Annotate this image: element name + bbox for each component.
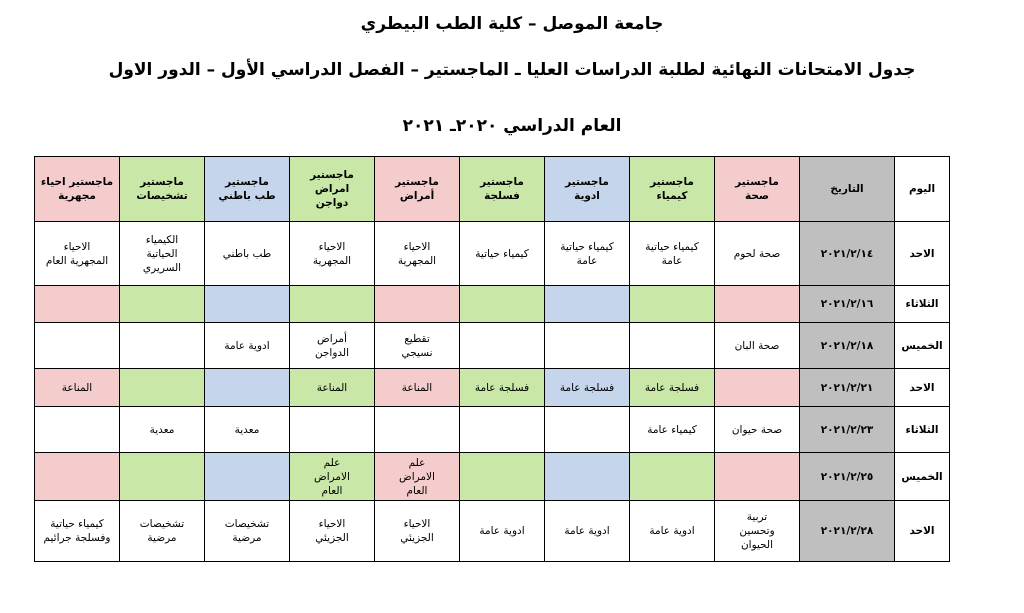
exam-cell <box>205 286 290 323</box>
exam-cell <box>205 453 290 501</box>
exam-cell <box>630 323 715 369</box>
date-cell: ٢٠٢١/٢/١٤ <box>800 222 895 286</box>
column-header-day: اليوم <box>895 157 950 222</box>
exam-cell <box>545 323 630 369</box>
day-cell: الثلاثاء <box>895 407 950 453</box>
exam-cell <box>290 286 375 323</box>
exam-cell: المناعة <box>375 369 460 407</box>
exam-cell <box>375 407 460 453</box>
table-row <box>35 222 950 286</box>
exam-cell: صحة لحوم <box>715 222 800 286</box>
exam-cell: تربية وتحسين الحيوان <box>715 501 800 562</box>
column-header-diagnostics: ماجستير تشخيصات <box>120 157 205 222</box>
exam-cell <box>545 286 630 323</box>
exam-cell <box>460 453 545 501</box>
header-row <box>35 157 950 222</box>
exam-cell: المناعة <box>290 369 375 407</box>
column-header-internal-medicine: ماجستير طب باطني <box>205 157 290 222</box>
exam-cell: صحة حيوان <box>715 407 800 453</box>
exam-cell: فسلجة عامة <box>545 369 630 407</box>
column-header-pharmacology: ماجستير ادوية <box>545 157 630 222</box>
exam-schedule-table <box>34 156 950 562</box>
exam-cell <box>460 286 545 323</box>
exam-cell <box>715 453 800 501</box>
exam-cell: الاحياء الجزيئي <box>290 501 375 562</box>
day-cell: الخميس <box>895 323 950 369</box>
column-header-physiology: ماجستير فسلجة <box>460 157 545 222</box>
exam-cell <box>715 369 800 407</box>
exam-cell: الكيمياء الحياتية السريري <box>120 222 205 286</box>
exam-cell: ادوية عامة <box>205 323 290 369</box>
column-header-pathology: ماجستير أمراض <box>375 157 460 222</box>
exam-cell: ادوية عامة <box>545 501 630 562</box>
exam-cell: كيمياء حياتية عامة <box>545 222 630 286</box>
date-cell: ٢٠٢١/٢/٢٨ <box>800 501 895 562</box>
date-cell: ٢٠٢١/٢/٢٥ <box>800 453 895 501</box>
exam-cell <box>290 407 375 453</box>
exam-cell: كيمياء حياتية عامة <box>630 222 715 286</box>
exam-cell: كيمياء حياتية وفسلجة جرائيم <box>35 501 120 562</box>
exam-cell <box>120 453 205 501</box>
table-row <box>35 286 950 323</box>
exam-cell: معدية <box>205 407 290 453</box>
date-cell: ٢٠٢١/٢/١٦ <box>800 286 895 323</box>
exam-cell: تقطيع نسيجي <box>375 323 460 369</box>
exam-cell <box>630 453 715 501</box>
exam-cell <box>120 286 205 323</box>
exam-cell: كيمياء عامة <box>630 407 715 453</box>
exam-cell <box>35 323 120 369</box>
table-row <box>35 369 950 407</box>
table-row <box>35 453 950 501</box>
exam-cell: علم الامراض العام <box>290 453 375 501</box>
schedule-body <box>35 222 950 562</box>
exam-cell: ادوية عامة <box>630 501 715 562</box>
exam-cell: الاحياء المجهرية <box>290 222 375 286</box>
day-cell: الاحد <box>895 369 950 407</box>
table-row <box>35 501 950 562</box>
exam-cell <box>715 286 800 323</box>
column-header-health: ماجستير صحة <box>715 157 800 222</box>
date-cell: ٢٠٢١/٢/٢١ <box>800 369 895 407</box>
university-title: جامعة الموصل – كلية الطب البيطري <box>360 14 664 34</box>
exam-cell <box>630 286 715 323</box>
table-row <box>35 323 950 369</box>
exam-cell: الاحياء المجهرية العام <box>35 222 120 286</box>
exam-cell: صحة البان <box>715 323 800 369</box>
exam-cell: الاحياء المجهرية <box>375 222 460 286</box>
exam-cell: تشخيصات مرضية <box>120 501 205 562</box>
exam-cell <box>120 323 205 369</box>
exam-cell: المناعة <box>35 369 120 407</box>
day-cell: الاحد <box>895 222 950 286</box>
exam-cell <box>375 286 460 323</box>
column-header-chemistry: ماجستير كيمياء <box>630 157 715 222</box>
exam-cell: علم الامراض العام <box>375 453 460 501</box>
column-header-microbiology: ماجستير احياء مجهرية <box>35 157 120 222</box>
exam-cell: فسلجة عامة <box>460 369 545 407</box>
column-header-poultry-diseases: ماجستير امراض دواجن <box>290 157 375 222</box>
day-cell: الاحد <box>895 501 950 562</box>
exam-cell <box>460 323 545 369</box>
exam-cell: الاحياء الجزيئي <box>375 501 460 562</box>
exam-cell: طب باطني <box>205 222 290 286</box>
exam-cell: أمراض الدواجن <box>290 323 375 369</box>
exam-cell: معدية <box>120 407 205 453</box>
day-cell: الخميس <box>895 453 950 501</box>
table-row <box>35 407 950 453</box>
column-header-date: التاريخ <box>800 157 895 222</box>
exam-cell: تشخيصات مرضية <box>205 501 290 562</box>
schedule-title: جدول الامتحانات النهائية لطلبة الدراسات العليا ـ الماجستير – الفصل الدراسي الأول – الدور الاول <box>108 60 916 80</box>
exam-cell <box>35 286 120 323</box>
exam-cell <box>545 407 630 453</box>
exam-cell: ادوية عامة <box>460 501 545 562</box>
day-cell: الثلاثاء <box>895 286 950 323</box>
date-cell: ٢٠٢١/٢/٢٣ <box>800 407 895 453</box>
academic-year: العام الدراسي ٢٠٢٠ـ ٢٠٢١ <box>402 116 622 136</box>
exam-cell <box>35 407 120 453</box>
exam-cell: كيمياء حياتية <box>460 222 545 286</box>
exam-cell: فسلجة عامة <box>630 369 715 407</box>
exam-cell <box>35 453 120 501</box>
exam-cell <box>460 407 545 453</box>
exam-cell <box>545 453 630 501</box>
exam-cell <box>205 369 290 407</box>
date-cell: ٢٠٢١/٢/١٨ <box>800 323 895 369</box>
exam-cell <box>120 369 205 407</box>
